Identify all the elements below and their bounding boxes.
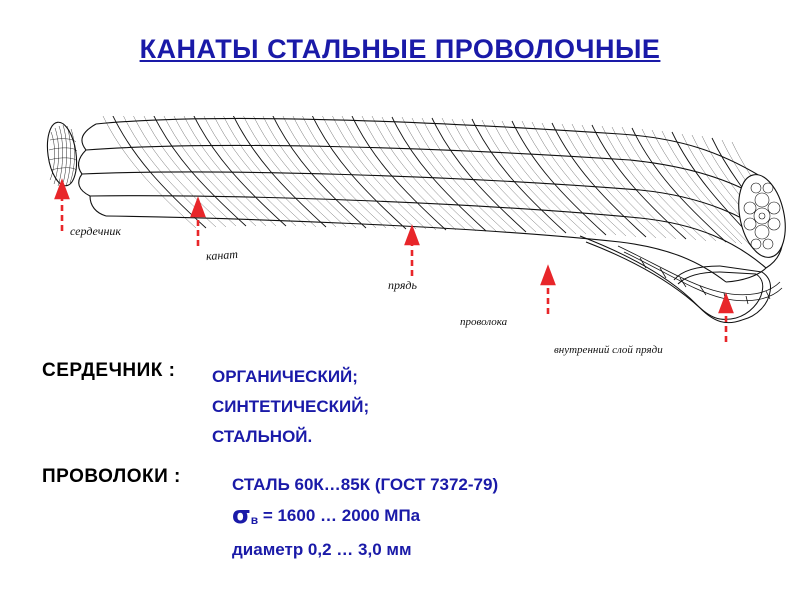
callout-label-wire: проволока	[460, 316, 508, 328]
section-label-core: СЕРДЕЧНИК :	[42, 360, 176, 381]
wire-diameter: диаметр 0,2 … 3,0 мм	[232, 540, 412, 559]
wire-strength-line	[232, 500, 498, 535]
callout-label-core: сердечник	[70, 224, 122, 238]
rope-diagram	[20, 96, 790, 376]
strand-cross-section	[732, 170, 790, 261]
rope-body	[79, 119, 784, 282]
list-item: СТАЛЬНОЙ.	[212, 427, 313, 446]
wire-specs-list	[232, 470, 498, 565]
sigma-subscript: в	[250, 513, 259, 527]
section-label-wires: ПРОВОЛОКИ :	[42, 466, 181, 487]
list-item: ОРГАНИЧЕСКИЙ;	[212, 367, 358, 386]
rope-diagram-svg	[20, 96, 790, 376]
sigma-value: = 1600 … 2000 МПа	[262, 506, 421, 525]
core-end-section	[44, 120, 81, 187]
callout-label-rope: канат	[205, 246, 239, 264]
list-item: СИНТЕТИЧЕСКИЙ;	[212, 397, 370, 416]
page-title: КАНАТЫ СТАЛЬНЫЕ ПРОВОЛОЧНЫЕ	[139, 34, 661, 64]
callout-label-inner-layer: внутренний слой пряди	[554, 344, 663, 356]
core-types-list	[212, 364, 369, 454]
sigma-symbol: σ	[232, 501, 251, 529]
wire-steel-grade: СТАЛЬ 60К…85К (ГОСТ 7372-79)	[232, 475, 499, 494]
callout-label-strand: прядь	[388, 278, 417, 292]
